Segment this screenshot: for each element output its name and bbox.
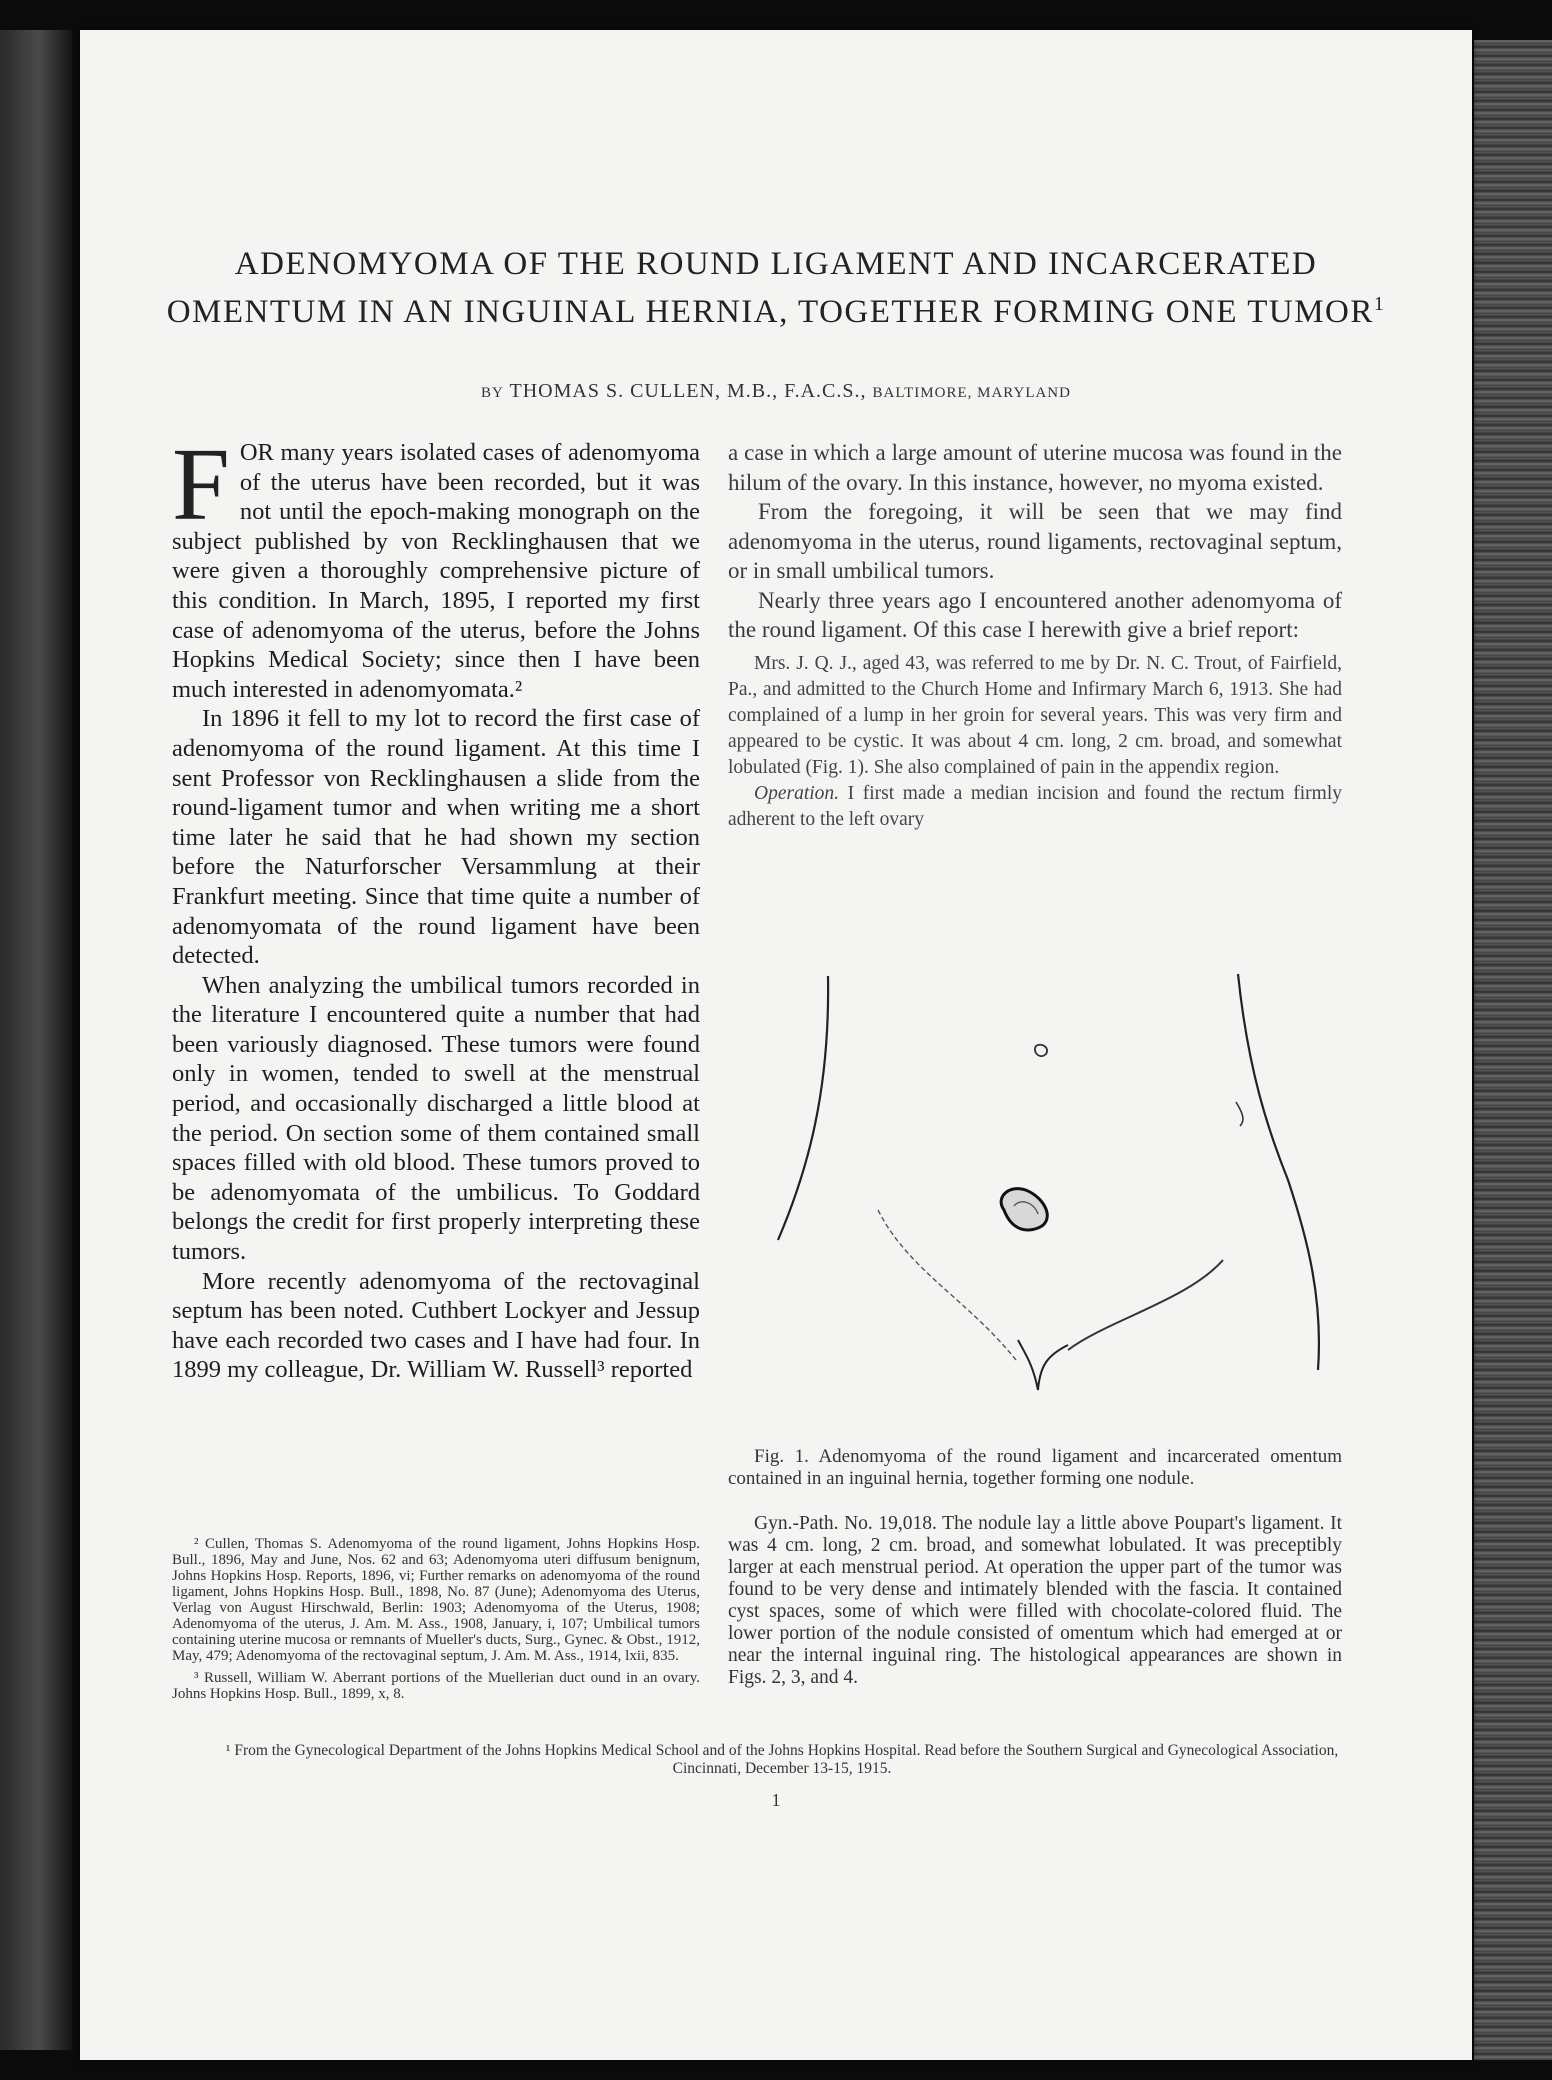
- tumor-nodule: [1001, 1189, 1047, 1230]
- pathology-paragraph: Gyn.-Path. No. 19,018. The nodule lay a little above Poupart's ligament. It was 4 cm. long, 2 cm. broad, and somewhat lobulated. It was preceptibly larger at each menstrual period. At operation the upper part of the tumor was found to be very dense and intimately blended with the fascia. It contained cyst spaces, some of which were filled with chocolate-colored fluid. The lower portion of the nodule consisted of omentum which had emerged at or near the internal inguinal ring. The histological appearances are shown in Figs. 2, 3, and 4.: [728, 1513, 1342, 1688]
- operation-text: I first made a median incision and found the rectum firmly adherent to the left ovary: [728, 782, 1343, 830]
- byline-place: BALTIMORE, MARYLAND: [872, 385, 1071, 401]
- right-column: [728, 438, 1342, 833]
- figure-1-illustration: [768, 970, 1348, 1432]
- case-report-block: [728, 651, 1342, 833]
- byline: [140, 380, 1412, 403]
- footnotes-block: [172, 1536, 700, 1708]
- paragraph-2: In 1896 it fell to my lot to record the first case of adenomyoma of the round ligament. At this time I sent Professor von Recklinghausen a slide from the round-ligament tumor and when writing me a short time later he said that he had shown my section before the Naturforscher Versammlung at their Frankfurt meeting. Since that time quite a number of adenomyomata of the round ligament have been detected.: [172, 705, 700, 970]
- body-outline-left: [778, 976, 828, 1240]
- figure-1-caption: Fig. 1. Adenomyoma of the round ligament and incarcerated omentum contained in an inguinal hernia, together forming one nodule.: [728, 1446, 1342, 1489]
- article-title: [140, 244, 1412, 332]
- paragraph-4: More recently adenomyoma of the rectovaginal septum has been noted. Cuthbert Lockyer and Jessup have each recorded two cases and I have had four. In 1899 my colleague, Dr. William W. Russell³ reported: [172, 1267, 700, 1384]
- pathology-block: [728, 1513, 1342, 1689]
- groin-crease-right: [1068, 1260, 1223, 1350]
- article-title-text: ADENOMYOMA OF THE ROUND LIGAMENT AND INCARCERATED OMENTUM IN AN INGUINAL HERNIA, TOGETHER FORMING ONE TUMOR: [166, 246, 1374, 330]
- book-gutter-shadow: [0, 30, 72, 2050]
- operation-paragraph: [728, 781, 1342, 833]
- left-column: [172, 427, 700, 1385]
- paragraph-1-text: OR many years isolated cases of adenomyoma of the uterus have been recorded, but it was not until the epoch-making monograph on the subject published by von Recklinghausen that we were given a thoroughly comprehensive picture of this condition. In March, 1895, I reported my first case of adenomyoma of the uterus, before the Johns Hopkins Medical Society; since then I have been much interested in adenomyomata.²: [172, 439, 700, 703]
- case-report: Mrs. J. Q. J., aged 43, was referred to me by Dr. N. C. Trout, of Fairfield, Pa., and admitted to the Church Home and Infirmary March 6, 1913. She had complained of a lump in her groin for several years. This was very firm and appeared to be cystic. It was about 4 cm. long, 2 cm. broad, and somewhat lobulated (Fig. 1). She also complained of pain in the appendix region.: [728, 652, 1342, 778]
- umbilicus: [1035, 1045, 1047, 1056]
- hip-outline-right: [1238, 974, 1319, 1370]
- drop-cap: F: [172, 427, 230, 542]
- right-paragraph-1: a case in which a large amount of uterine mucosa was found in the hilum of the ovary. In this instance, however, no myoma existed.: [728, 440, 1342, 495]
- page-number: 1: [771, 1790, 781, 1810]
- inguinal-mark: [1236, 1102, 1243, 1126]
- footnote-2: ² Cullen, Thomas S. Adenomyoma of the round ligament, Johns Hopkins Hosp. Bull., 1896, May and June, Nos. 62 and 63; Adenomyoma uteri diffusum benignum, Johns Hopkins Hosp. Reports, 1896, vi; Further remarks on adenomyoma of the round ligament, Johns Hopkins Hosp. Bull., 1898, No. 87 (June); Adenomyoma des Uterus, Verlag von August Hirschwald, Berlin: 1903; Adenomyoma of the Uterus, 1908; Adenomyoma of the uterus, J. Am. M. Ass., 1908, January, i, 107; Umbilical tumors containing uterine mucosa or remnants of Mueller's ducts, Surg., Gynec. & Obst., 1912, May, 479; Adenomyoma of the rectovaginal septum, J. Am. M. Ass., 1914, lxii, 835.: [172, 1536, 700, 1664]
- right-paragraph-3: Nearly three years ago I encountered another adenomyoma of the round ligament. Of this case I herewith give a brief report:: [728, 587, 1342, 642]
- pubic-v-outline: [1018, 1340, 1068, 1390]
- book-page-edges: [1474, 40, 1552, 2060]
- right-paragraph-2: From the foregoing, it will be seen that we may find adenomyoma in the uterus, round ligaments, rectovaginal septum, or in small umbilical tumors.: [728, 499, 1342, 583]
- title-footnote-mark: 1: [1373, 293, 1386, 315]
- groin-crease-left: [878, 1210, 1016, 1360]
- footnote-1: ¹ From the Gynecological Department of the Johns Hopkins Medical School and of the Johns Hopkins Hospital. Read before the Southern Surgical and Gynecological Association, Cincinnati, December 13-15, 1915.: [225, 1742, 1339, 1777]
- byline-prefix: BY: [481, 385, 504, 401]
- byline-author: THOMAS S. CULLEN, M.B., F.A.C.S.,: [509, 380, 867, 402]
- paragraph-1: [172, 427, 700, 704]
- paragraph-3: When analyzing the umbilical tumors recorded in the literature I encountered quite a number that had been variously diagnosed. These tumors were found only in women, tended to swell at the menstrual period, and occasionally discharged a little blood at the period. On section some of them contained small spaces filled with old blood. These tumors proved to be adenomyomata of the umbilicus. To Goddard belongs the credit for first properly interpreting these tumors.: [172, 971, 700, 1266]
- journal-page: [80, 30, 1472, 2060]
- footnote-3: ³ Russell, William W. Aberrant portions of the Muellerian duct ound in an ovary. Johns Hopkins Hosp. Bull., 1899, x, 8.: [172, 1670, 700, 1702]
- operation-label: Operation.: [754, 782, 840, 804]
